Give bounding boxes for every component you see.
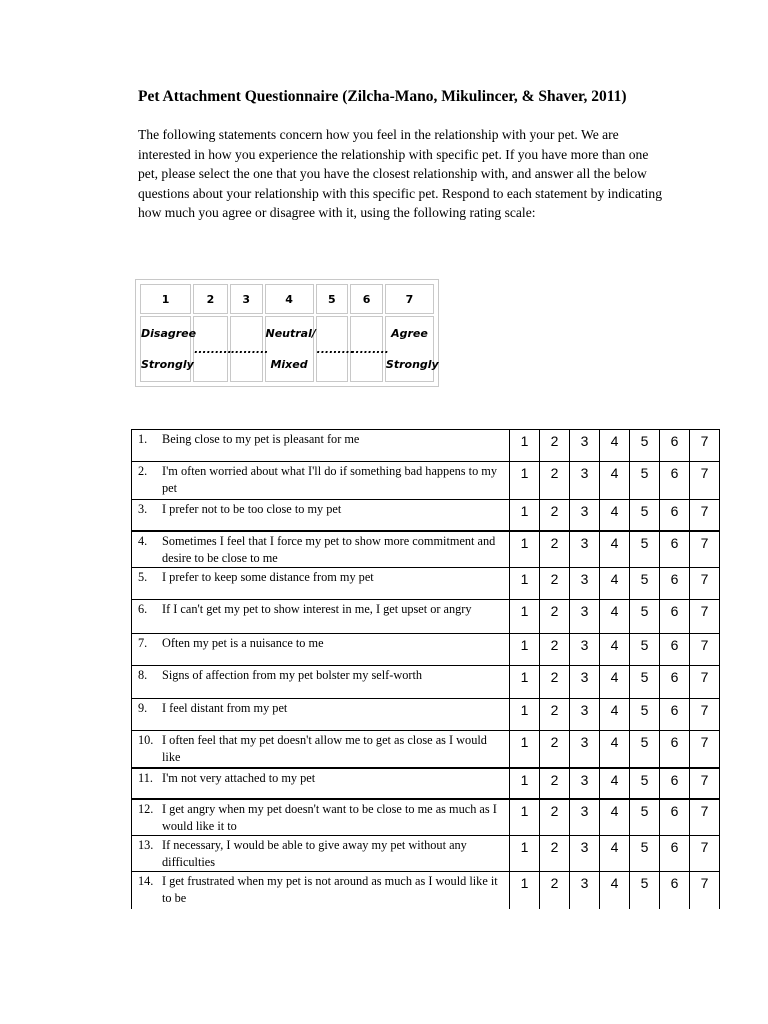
rating-option-7[interactable]: 7	[690, 568, 720, 600]
rating-option-2[interactable]: 2	[540, 799, 570, 836]
rating-option-5[interactable]: 5	[630, 430, 660, 462]
table-row	[132, 600, 720, 634]
rating-option-4[interactable]: 4	[600, 731, 630, 768]
rating-option-6[interactable]: 6	[660, 430, 690, 462]
rating-option-4[interactable]: 4	[600, 799, 630, 836]
item-statement-line	[138, 601, 505, 618]
item-statement	[132, 568, 510, 600]
rating-option-1[interactable]: 1	[510, 430, 540, 462]
item-statement	[132, 731, 510, 768]
rating-option-6[interactable]: 6	[660, 699, 690, 731]
rating-option-6[interactable]: 6	[660, 731, 690, 768]
rating-option-1[interactable]: 1	[510, 799, 540, 836]
item-text: I prefer to keep some distance from my pet	[162, 570, 374, 584]
rating-option-2[interactable]: 2	[540, 600, 570, 634]
scale-label-1	[140, 316, 197, 382]
table-row	[132, 699, 720, 731]
scale-label-5: .........	[316, 316, 349, 382]
rating-option-3[interactable]: 3	[570, 568, 600, 600]
rating-option-3[interactable]: 3	[570, 430, 600, 462]
rating-option-4[interactable]: 4	[600, 666, 630, 699]
rating-option-4[interactable]: 4	[600, 531, 630, 568]
rating-option-6[interactable]: 6	[660, 568, 690, 600]
item-statement-line	[138, 635, 505, 652]
rating-option-3[interactable]: 3	[570, 768, 600, 799]
item-number: 10.	[138, 733, 154, 747]
item-number: 9.	[138, 701, 148, 715]
scale-number-2: 2	[193, 284, 228, 314]
table-row	[132, 872, 720, 909]
rating-option-4[interactable]: 4	[600, 634, 630, 666]
rating-option-6[interactable]: 6	[660, 500, 690, 531]
item-statement-line	[138, 801, 505, 835]
item-number: 7.	[138, 636, 148, 650]
rating-option-1[interactable]: 1	[510, 634, 540, 666]
item-text: I'm often worried about what I'll do if something bad happens to my pet	[162, 464, 498, 495]
item-statement	[132, 600, 510, 634]
item-statement	[132, 836, 510, 872]
rating-option-7[interactable]: 7	[690, 836, 720, 872]
rating-option-2[interactable]: 2	[540, 430, 570, 462]
item-number: 2.	[138, 464, 148, 478]
item-number: 12.	[138, 801, 154, 816]
rating-option-1[interactable]: 1	[510, 462, 540, 500]
rating-option-7[interactable]: 7	[690, 699, 720, 731]
rating-option-5[interactable]: 5	[630, 731, 660, 768]
rating-option-2[interactable]: 2	[540, 836, 570, 872]
item-statement	[132, 699, 510, 731]
item-statement	[132, 462, 510, 500]
table-row	[132, 430, 720, 462]
rating-option-5[interactable]: 5	[630, 699, 660, 731]
rating-option-2[interactable]: 2	[540, 872, 570, 909]
instructions-paragraph: The following statements concern how you feel in the relationship with your pet. We are interested in how you experience the relationship with specific pet. If you have more than one pet, please select the one that you have the closest relationship with, and answer all the below questions about your relationship with this specific pet. Respond to each statement by indicating how much you agree or disagree with it, using the following rating scale:	[138, 127, 663, 221]
rating-option-7[interactable]: 7	[690, 634, 720, 666]
table-row	[132, 768, 720, 799]
item-statement-line	[138, 533, 505, 567]
rating-option-1[interactable]: 1	[510, 699, 540, 731]
rating-option-3[interactable]: 3	[570, 500, 600, 531]
rating-option-5[interactable]: 5	[630, 799, 660, 836]
rating-option-2[interactable]: 2	[540, 500, 570, 531]
scale-number-7: 7	[385, 284, 434, 314]
item-number: 1.	[138, 432, 148, 446]
rating-option-2[interactable]: 2	[540, 531, 570, 568]
scale-label-1-line1: Disagree	[141, 327, 197, 340]
rating-option-5[interactable]: 5	[630, 666, 660, 699]
rating-option-5[interactable]: 5	[630, 568, 660, 600]
rating-option-1[interactable]: 1	[510, 768, 540, 799]
rating-option-5[interactable]: 5	[630, 634, 660, 666]
rating-option-7[interactable]: 7	[690, 462, 720, 500]
item-text: If necessary, I would be able to give away my pet without any difficulties	[162, 838, 467, 869]
scale-label-2: .........	[193, 316, 228, 382]
table-row	[132, 568, 720, 600]
rating-option-6[interactable]: 6	[660, 836, 690, 872]
scale-label-1-line2: Strongly	[141, 358, 194, 371]
rating-option-1[interactable]: 1	[510, 600, 540, 634]
rating-option-2[interactable]: 2	[540, 666, 570, 699]
item-statement-line	[138, 770, 505, 787]
scale-number-5: 5	[316, 284, 349, 314]
item-text: I prefer not to be too close to my pet	[162, 502, 342, 516]
scale-number-4: 4	[265, 284, 314, 314]
rating-option-4[interactable]: 4	[600, 768, 630, 799]
scale-label-4-line2: Mixed	[270, 358, 308, 371]
scale-label-7-line2: Strongly	[385, 358, 439, 371]
rating-option-7[interactable]: 7	[690, 430, 720, 462]
scale-label-7	[385, 316, 439, 382]
item-statement-line	[138, 873, 505, 907]
rating-option-1[interactable]: 1	[510, 872, 540, 909]
item-text: Sometimes I feel that I force my pet to show more commitment and desire to be close to me	[162, 533, 496, 565]
rating-option-5[interactable]: 5	[630, 600, 660, 634]
item-number: 11.	[138, 770, 153, 785]
item-statement-line	[138, 501, 505, 518]
item-text: I get angry when my pet doesn't want to be close to me as much as I would like it to	[162, 801, 497, 833]
item-statement	[132, 430, 510, 462]
rating-option-5[interactable]: 5	[630, 531, 660, 568]
rating-option-7[interactable]: 7	[690, 731, 720, 768]
rating-option-4[interactable]: 4	[600, 872, 630, 909]
scale-label-4-line1: Neutral/	[265, 327, 316, 340]
rating-option-5[interactable]: 5	[630, 500, 660, 531]
rating-option-6[interactable]: 6	[660, 799, 690, 836]
rating-scale	[135, 279, 439, 387]
rating-option-4[interactable]: 4	[600, 699, 630, 731]
item-text: Being close to my pet is pleasant for me	[162, 432, 360, 446]
rating-option-3[interactable]: 3	[570, 666, 600, 699]
rating-scale-table	[138, 282, 439, 384]
rating-option-4[interactable]: 4	[600, 836, 630, 872]
scale-number-3: 3	[230, 284, 263, 314]
rating-option-2[interactable]: 2	[540, 731, 570, 768]
rating-option-7[interactable]: 7	[690, 872, 720, 909]
item-text: I get frustrated when my pet is not around as much as I would like it to be	[162, 874, 498, 905]
rating-option-4[interactable]: 4	[600, 430, 630, 462]
item-text: Often my pet is a nuisance to me	[162, 636, 324, 650]
rating-option-3[interactable]: 3	[570, 634, 600, 666]
item-number: 14.	[138, 874, 154, 888]
rating-option-7[interactable]: 7	[690, 600, 720, 634]
rating-option-2[interactable]: 2	[540, 634, 570, 666]
rating-option-3[interactable]: 3	[570, 531, 600, 568]
rating-option-6[interactable]: 6	[660, 634, 690, 666]
rating-option-3[interactable]: 3	[570, 872, 600, 909]
item-statement	[132, 799, 510, 836]
rating-option-2[interactable]: 2	[540, 568, 570, 600]
rating-option-6[interactable]: 6	[660, 768, 690, 799]
rating-option-2[interactable]: 2	[540, 699, 570, 731]
item-statement-line	[138, 431, 505, 448]
questionnaire-table	[131, 429, 720, 909]
table-row	[132, 666, 720, 699]
item-number: 3.	[138, 502, 148, 516]
rating-option-3[interactable]: 3	[570, 699, 600, 731]
item-statement	[132, 531, 510, 568]
item-statement	[132, 500, 510, 531]
rating-option-5[interactable]: 5	[630, 768, 660, 799]
rating-option-2[interactable]: 2	[540, 462, 570, 500]
item-statement-line	[138, 837, 505, 871]
questionnaire-body	[132, 430, 720, 909]
scale-label-7-line1: Agree	[391, 327, 428, 340]
rating-option-5[interactable]: 5	[630, 836, 660, 872]
item-text: I'm not very attached to my pet	[162, 770, 316, 785]
rating-option-2[interactable]: 2	[540, 768, 570, 799]
item-statement-line	[138, 700, 505, 717]
table-row	[132, 500, 720, 531]
rating-option-3[interactable]: 3	[570, 462, 600, 500]
scale-label-3: .........	[230, 316, 263, 382]
scale-label-6: .........	[350, 316, 383, 382]
rating-option-1[interactable]: 1	[510, 500, 540, 531]
rating-option-6[interactable]: 6	[660, 531, 690, 568]
item-statement-line	[138, 732, 505, 766]
item-statement	[132, 768, 510, 799]
rating-option-7[interactable]: 7	[690, 799, 720, 836]
item-text: I feel distant from my pet	[162, 701, 288, 715]
rating-option-1[interactable]: 1	[510, 731, 540, 768]
rating-option-1[interactable]: 1	[510, 666, 540, 699]
item-number: 13.	[138, 838, 154, 852]
item-statement	[132, 872, 510, 909]
item-number: 4.	[138, 533, 148, 548]
rating-option-7[interactable]: 7	[690, 666, 720, 699]
table-row	[132, 531, 720, 568]
item-text: I often feel that my pet doesn't allow me to get as close as I would like	[162, 733, 487, 764]
rating-option-3[interactable]: 3	[570, 799, 600, 836]
item-statement	[132, 666, 510, 699]
rating-option-4[interactable]: 4	[600, 568, 630, 600]
rating-option-1[interactable]: 1	[510, 836, 540, 872]
rating-option-5[interactable]: 5	[630, 462, 660, 500]
rating-option-3[interactable]: 3	[570, 600, 600, 634]
table-row	[132, 462, 720, 500]
rating-option-5[interactable]: 5	[630, 872, 660, 909]
item-text: Signs of affection from my pet bolster my self-worth	[162, 668, 423, 682]
rating-option-3[interactable]: 3	[570, 731, 600, 768]
rating-option-6[interactable]: 6	[660, 872, 690, 909]
table-row	[132, 836, 720, 872]
rating-option-1[interactable]: 1	[510, 568, 540, 600]
rating-option-7[interactable]: 7	[690, 768, 720, 799]
item-number: 8.	[138, 668, 148, 682]
scale-number-1: 1	[140, 284, 191, 314]
table-row	[132, 634, 720, 666]
item-statement-line	[138, 667, 505, 684]
table-row	[132, 731, 720, 768]
item-text: If I can't get my pet to show interest in me, I get upset or angry	[162, 602, 472, 616]
rating-option-4[interactable]: 4	[600, 600, 630, 634]
rating-option-1[interactable]: 1	[510, 531, 540, 568]
rating-option-7[interactable]: 7	[690, 500, 720, 531]
rating-option-4[interactable]: 4	[600, 462, 630, 500]
rating-option-7[interactable]: 7	[690, 531, 720, 568]
scale-label-4	[265, 316, 314, 382]
item-number: 6.	[138, 602, 148, 616]
item-statement-line	[138, 463, 505, 497]
rating-option-6[interactable]: 6	[660, 600, 690, 634]
table-row	[132, 799, 720, 836]
document-title: Pet Attachment Questionnaire (Zilcha-Mano, Mikulincer, & Shaver, 2011)	[138, 88, 627, 105]
item-statement	[132, 634, 510, 666]
scale-number-6: 6	[350, 284, 383, 314]
rating-option-6[interactable]: 6	[660, 666, 690, 699]
rating-option-4[interactable]: 4	[600, 500, 630, 531]
item-statement-line	[138, 569, 505, 586]
rating-option-3[interactable]: 3	[570, 836, 600, 872]
rating-option-6[interactable]: 6	[660, 462, 690, 500]
item-number: 5.	[138, 570, 148, 584]
